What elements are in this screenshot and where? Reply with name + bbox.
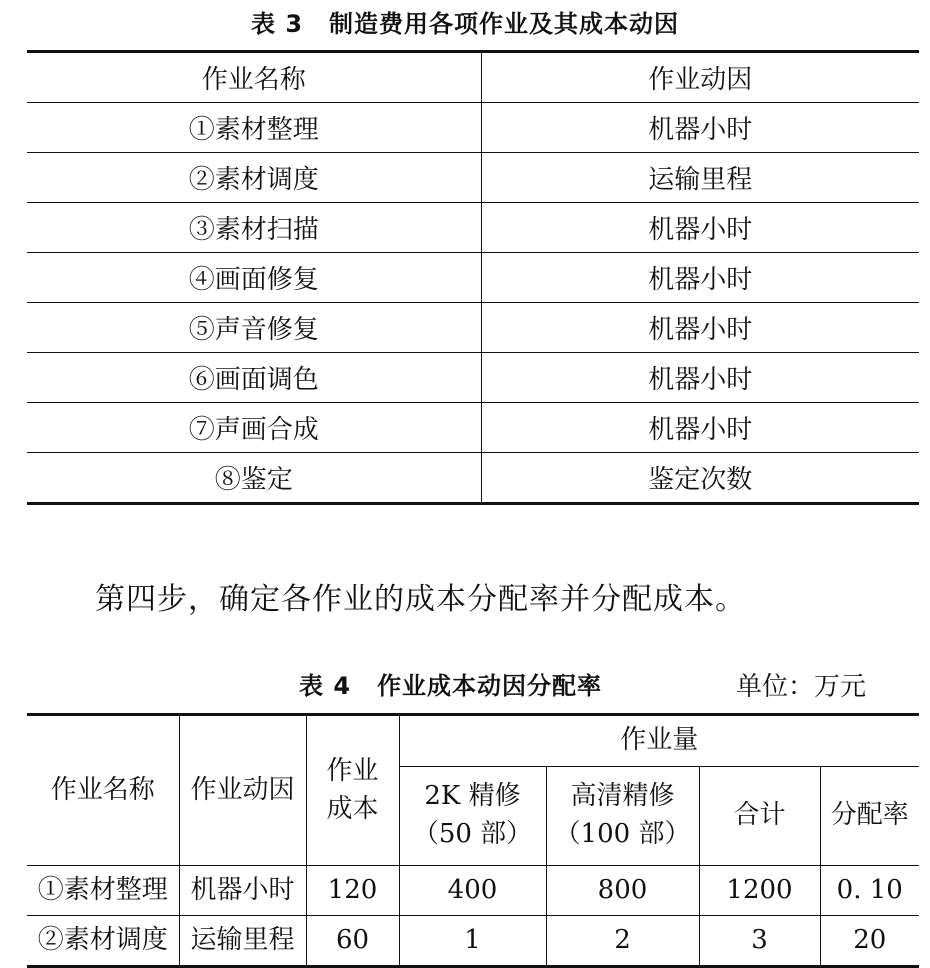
table3-header-activity-name: 作业名称	[27, 52, 481, 103]
table4-header-2k	[399, 767, 546, 866]
activity-name-cell: ⑤声音修复	[27, 303, 481, 353]
table3	[27, 50, 919, 505]
table3-number: 表 3	[250, 10, 304, 38]
volume-2k-cell: 1	[399, 916, 546, 967]
activity-cost-cell: 60	[306, 916, 399, 967]
activity-cost-line-2: 成本	[326, 793, 379, 824]
activity-driver-cell: 机器小时	[179, 866, 306, 916]
header-hd-line-1: 高清精修	[570, 781, 675, 812]
table3-header-row	[27, 52, 919, 103]
table4-header-activity-driver: 作业动因	[179, 715, 306, 866]
activity-name-cell: ⑧鉴定	[27, 453, 481, 504]
activity-cost-cell: 120	[306, 866, 399, 916]
table4-number: 表 4	[299, 672, 352, 700]
activity-name-cell: ⑦声画合成	[27, 403, 481, 453]
table4-header-total: 合计	[699, 767, 820, 866]
table-row	[27, 866, 919, 916]
activity-driver-cell: 机器小时	[481, 253, 919, 303]
volume-total-cell: 3	[699, 916, 820, 967]
activity-name-cell: ②素材调度	[27, 153, 481, 203]
table4-caption	[299, 666, 602, 701]
table3-header-activity-driver: 作业动因	[481, 52, 919, 103]
table4-header-row-1	[27, 715, 919, 767]
activity-driver-cell: 机器小时	[481, 103, 919, 153]
table4-title: 作业成本动因分配率	[377, 672, 603, 700]
table-row	[27, 153, 919, 203]
activity-driver-cell: 机器小时	[481, 403, 919, 453]
rate-cell: 20	[820, 916, 919, 967]
header-2k-line-2: （50 部）	[412, 819, 533, 849]
activity-cost-line-1: 作业	[326, 755, 379, 786]
volume-hd-cell: 2	[546, 916, 699, 967]
activity-driver-cell: 运输里程	[179, 916, 306, 967]
table-row	[27, 303, 919, 353]
table-row	[27, 353, 919, 403]
activity-driver-cell: 运输里程	[481, 153, 919, 203]
table-row	[27, 253, 919, 303]
activity-name-cell: ⑥画面调色	[27, 353, 481, 403]
table4-unit-label: 单位：万元	[736, 672, 867, 702]
table4-header-hd	[546, 767, 699, 866]
table-row	[27, 403, 919, 453]
table-row	[27, 453, 919, 504]
table-row	[27, 916, 919, 967]
activity-driver-cell: 鉴定次数	[648, 465, 753, 495]
activity-name-cell: ②素材调度	[27, 916, 179, 967]
activity-driver-cell: 机器小时	[481, 303, 919, 353]
table4-header-volume-group: 作业量	[399, 715, 919, 767]
volume-hd-cell: 800	[546, 866, 699, 916]
table-row	[27, 203, 919, 253]
rate-cell: 0. 10	[820, 866, 919, 916]
table3-title: 制造费用各项作业及其成本动因	[329, 10, 680, 38]
table4-caption-row	[0, 666, 930, 700]
table4-header-activity-name: 作业名称	[27, 715, 179, 866]
volume-2k-cell: 400	[399, 866, 546, 916]
body-paragraph: 第四步，确定各作业的成本分配率并分配成本。	[95, 582, 746, 617]
activity-name-cell: ③素材扫描	[27, 203, 481, 253]
table3-caption	[0, 4, 930, 39]
table4	[27, 713, 919, 968]
table-row	[27, 103, 919, 153]
header-hd-line-2: （100 部）	[554, 819, 691, 849]
volume-total-cell: 1200	[699, 866, 820, 916]
activity-driver-cell: 机器小时	[481, 203, 919, 253]
activity-name-cell: ④画面修复	[27, 253, 481, 303]
activity-name-cell: ①素材整理	[27, 866, 179, 916]
activity-driver-cell: 机器小时	[481, 353, 919, 403]
header-2k-line-1: 2K 精修	[424, 781, 521, 812]
activity-name-cell: ①素材整理	[27, 103, 481, 153]
table4-header-activity-cost	[306, 715, 399, 866]
table4-header-rate: 分配率	[820, 767, 919, 866]
